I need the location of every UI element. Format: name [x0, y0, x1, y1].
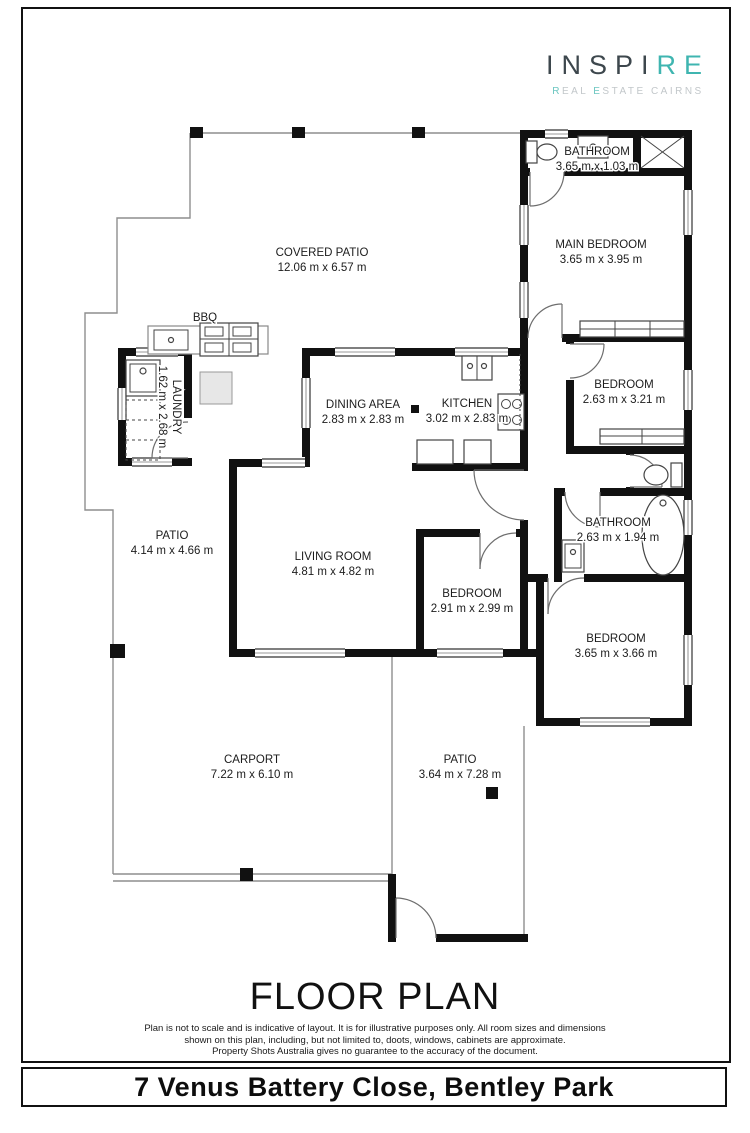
- window: [682, 190, 694, 235]
- bbq-grill: [200, 323, 258, 356]
- room-dims-carport: 7.22 m x 6.10 m: [210, 769, 294, 781]
- laundry-label-group: [156, 366, 182, 448]
- door-hallway: [474, 470, 524, 520]
- column: [200, 372, 232, 404]
- address-bar: [21, 1067, 727, 1107]
- window: [335, 346, 395, 358]
- kitchen-bench: [417, 440, 491, 464]
- door-main-bedroom: [528, 304, 562, 338]
- kitchen-sink: [462, 356, 492, 380]
- room-dims-bedroom2: 2.63 m x 3.21 m: [582, 394, 666, 406]
- room-dims-bathroom2: 2.63 m x 1.94 m: [576, 532, 660, 544]
- room-dims-bedroom3: 2.91 m x 2.99 m: [430, 603, 514, 615]
- window: [682, 370, 694, 410]
- window: [580, 716, 650, 728]
- room-dims-bedroom4: 3.65 m x 3.66 m: [574, 648, 658, 660]
- window: [300, 378, 312, 428]
- door-bedroom4: [548, 578, 584, 614]
- disclaimer-line: Property Shots Australia gives no guarantee to the accuracy of the document.: [212, 1046, 538, 1057]
- wardrobe-bedroom2: [600, 429, 684, 444]
- logo-wordmark-dark: INSPI: [545, 50, 657, 80]
- room-label-carport: CARPORT: [223, 754, 281, 766]
- door-bedroom2: [570, 344, 604, 378]
- room-label-bedroom3: BEDROOM: [442, 588, 502, 600]
- floor-plan-title: FLOOR PLAN: [249, 976, 501, 1018]
- room-label-main-bedroom: MAIN BEDROOM: [555, 239, 647, 251]
- window: [518, 282, 530, 318]
- window: [545, 128, 568, 140]
- room-label-patio-left: PATIO: [155, 530, 189, 542]
- room-label-bbq: BBQ: [192, 312, 218, 324]
- room-dims-covered-patio: 12.06 m x 6.57 m: [277, 262, 367, 274]
- disclaimer-line: shown on this plan, including, but not limited to, doots, windows, cabinets are approximate.: [184, 1034, 566, 1046]
- room-dims-patio-bottom: 3.64 m x 7.28 m: [418, 769, 502, 781]
- window: [262, 457, 305, 469]
- room-label-dining: DINING AREA: [325, 399, 401, 411]
- room-dims-bathroom-ensuite: 3.65 m x 1.03 m: [555, 161, 639, 173]
- room-label-bedroom4: BEDROOM: [586, 633, 646, 645]
- door-patio-entry: [396, 898, 436, 938]
- room-dims-kitchen: 3.02 m x 2.83 m: [425, 413, 509, 425]
- room-dims-dining: 2.83 m x 2.83 m: [321, 414, 405, 426]
- disclaimer-line: Plan is not to scale and is indicative of layout. It is for illustrative purposes only. All room sizes and dimensions: [144, 1023, 606, 1034]
- patio-posts: [110, 127, 498, 881]
- room-dims-patio-left: 4.14 m x 4.66 m: [130, 545, 214, 557]
- laundry-cabinets: [126, 400, 160, 460]
- property-address: 7 Venus Battery Close, Bentley Park: [134, 1071, 614, 1102]
- logo-wordmark-teal: RE: [656, 50, 710, 80]
- room-labels: [131, 146, 665, 781]
- room-dims-laundry: 1.62 m x 2.68 m: [156, 365, 168, 449]
- room-label-patio-bottom: PATIO: [443, 754, 477, 766]
- room-label-laundry: LAUNDRY: [170, 379, 182, 435]
- sink-bathroom2: [562, 540, 584, 572]
- room-label-bedroom2: BEDROOM: [594, 379, 654, 391]
- window: [682, 635, 694, 685]
- room-label-covered-patio: COVERED PATIO: [275, 247, 369, 259]
- window: [255, 647, 345, 659]
- room-label-bathroom2: BATHROOM: [585, 517, 651, 529]
- logo-tagline: REAL ESTATE CAIRNS: [552, 86, 704, 97]
- room-dims-main-bedroom: 3.65 m x 3.95 m: [559, 254, 643, 266]
- door-ensuite: [530, 172, 564, 206]
- wardrobe-main-bedroom: [580, 321, 684, 337]
- doors: [152, 172, 662, 938]
- room-label-kitchen: KITCHEN: [441, 398, 493, 410]
- toilet-wc: [644, 463, 682, 487]
- room-label-living: LIVING ROOM: [294, 551, 372, 563]
- window: [518, 205, 530, 245]
- shower: [641, 136, 684, 168]
- window: [437, 647, 503, 659]
- room-dims-living: 4.81 m x 4.82 m: [291, 566, 375, 578]
- toilet-ensuite: [526, 141, 557, 163]
- room-label-bathroom-ensuite: BATHROOM: [564, 146, 630, 158]
- disclaimer-text: [0, 1023, 750, 1058]
- door-bedroom3: [480, 533, 516, 569]
- laundry-tub: [126, 360, 160, 396]
